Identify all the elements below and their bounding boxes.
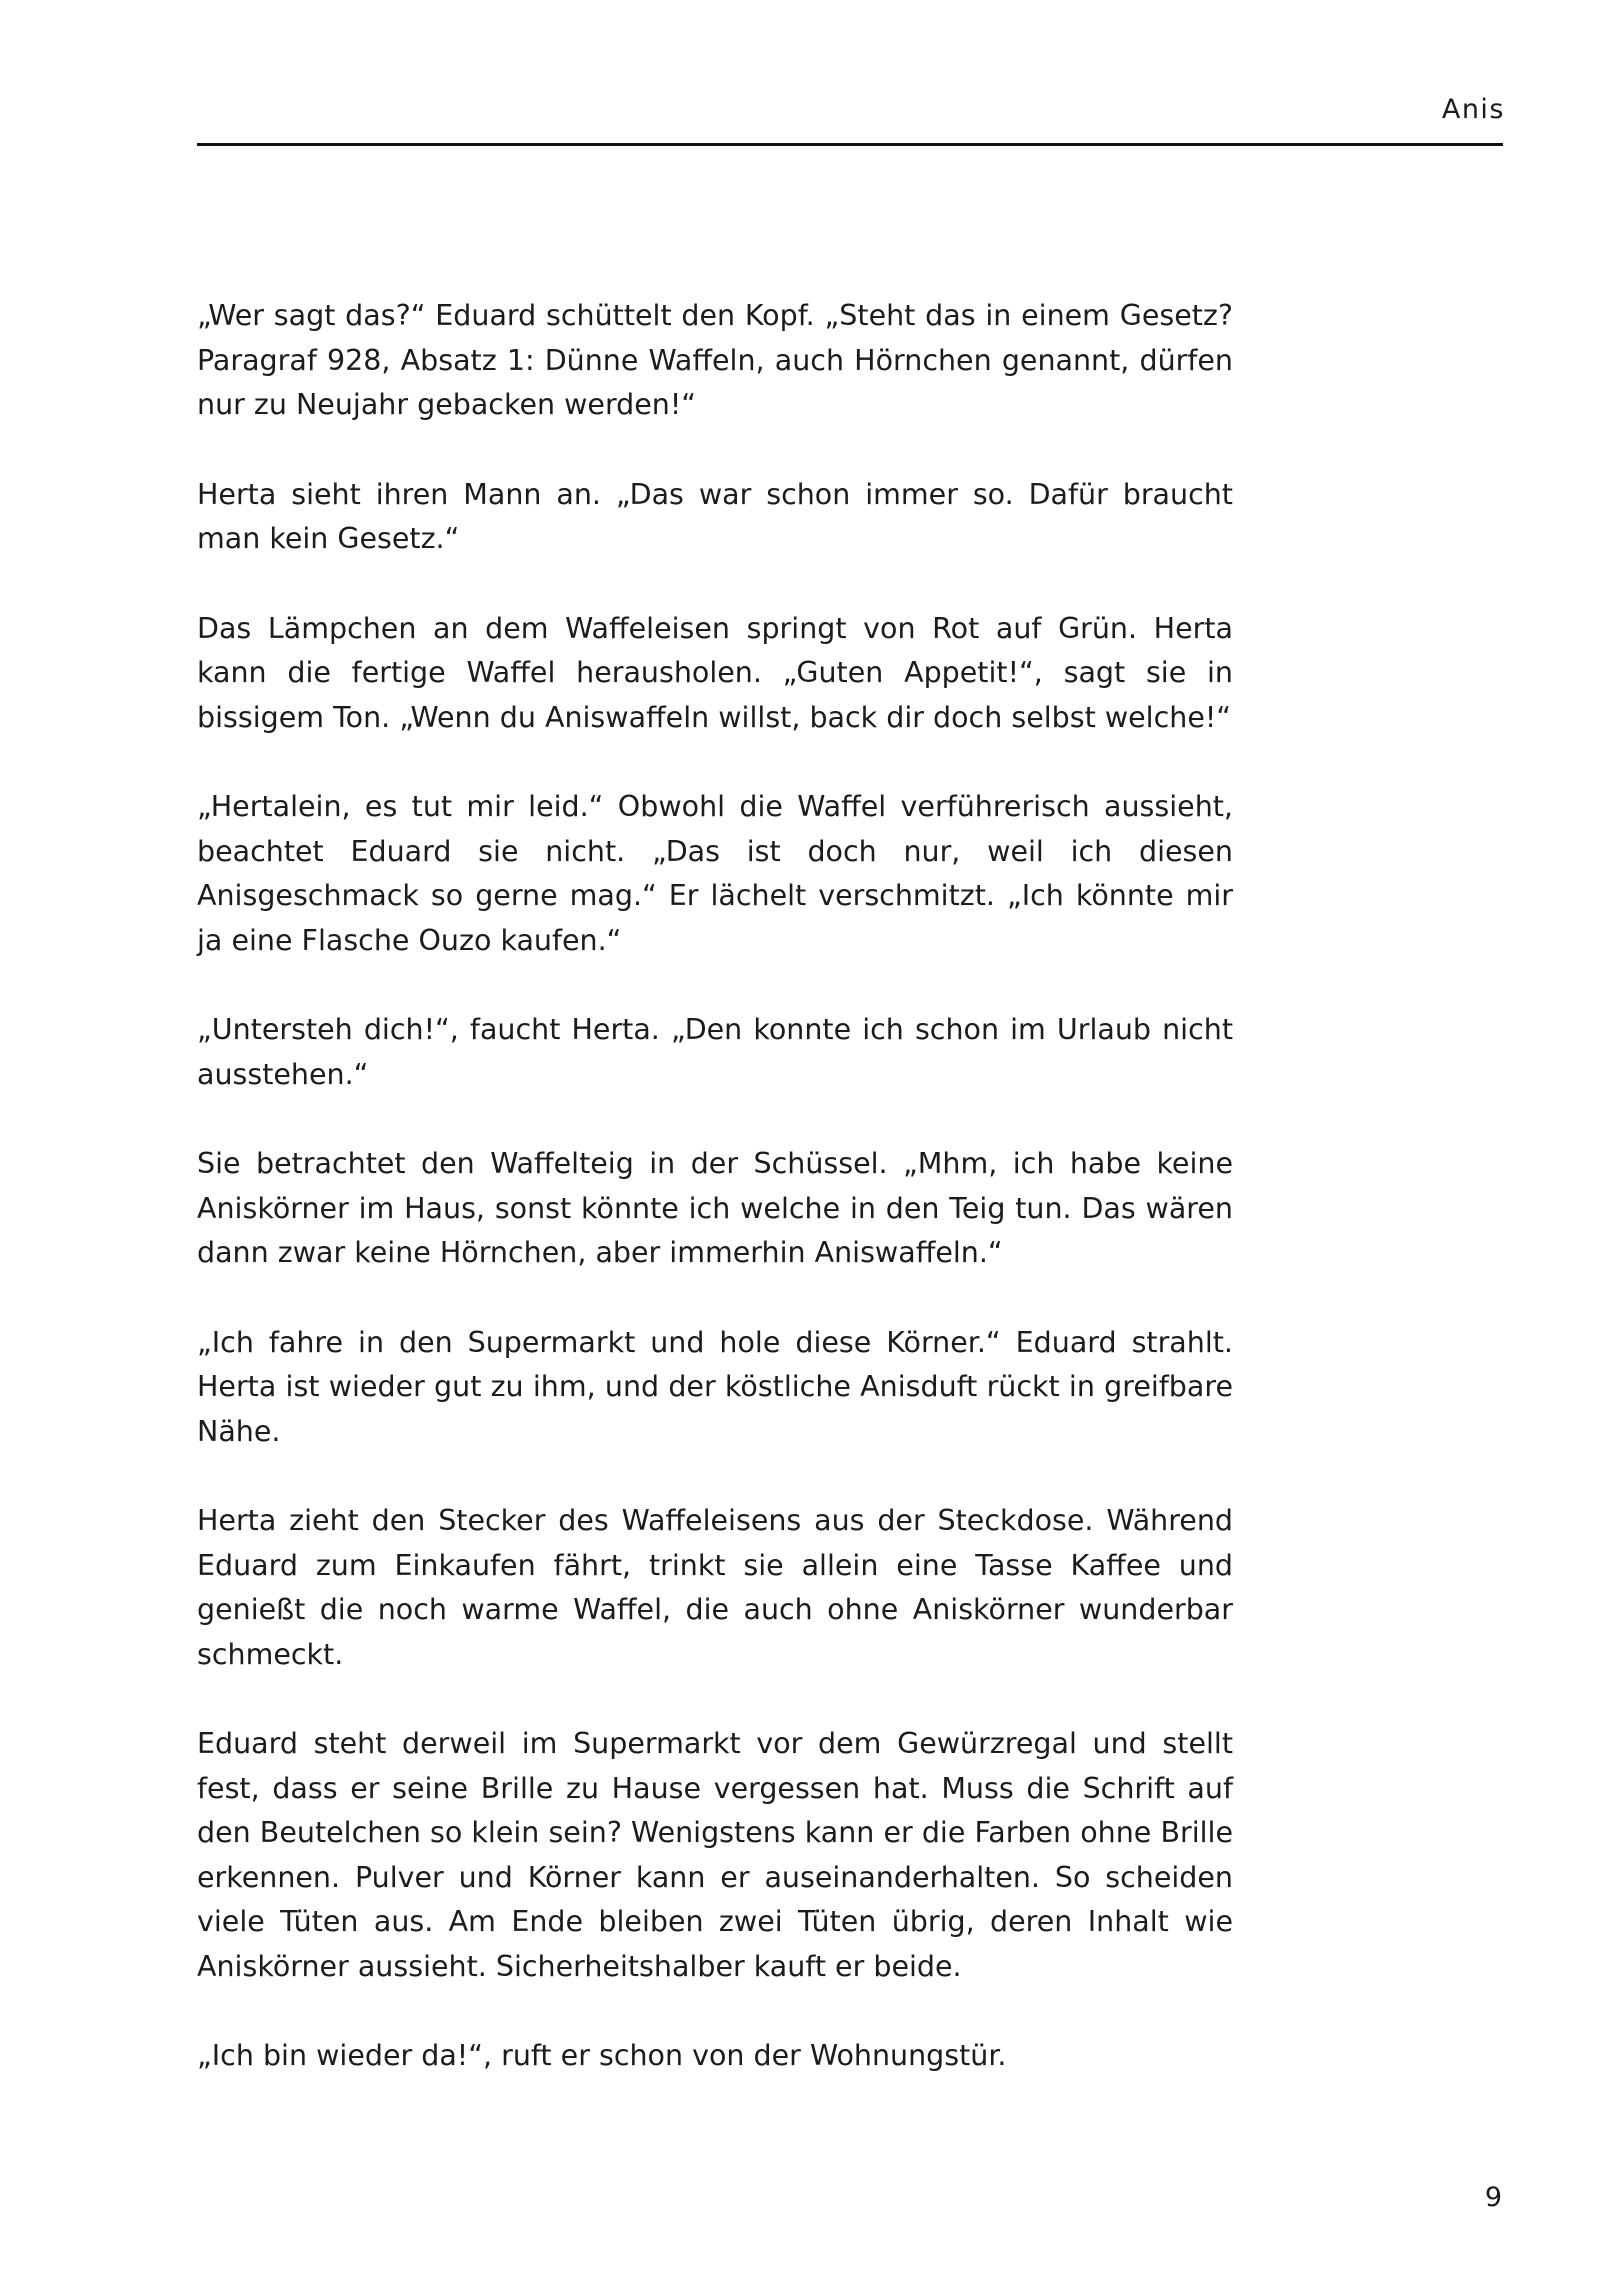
paragraph: Sie betrachtet den Waffelteig in der Schüssel. „Mhm, ich habe keine Aniskörner im Haus, sonst könnte ich welche in den Teig tun. Das wären dann zwar keine Hörnchen, aber immerhin Aniswaffeln.“ (197, 1147, 1233, 1269)
paragraph: „Ich fahre in den Supermarkt und hole diese Körner.“ Eduard strahlt. Herta ist wieder gut zu ihm, und der köstliche Anisduft rückt in greifbare Nähe. (197, 1325, 1233, 1448)
running-title: Anis (1441, 94, 1505, 125)
paragraph: „Untersteh dich!“, faucht Herta. „Den konnte ich schon im Urlaub nicht ausstehen.“ (197, 1013, 1233, 1091)
paragraph: „Wer sagt das?“ Eduard schüttelt den Kopf. „Steht das in einem Gesetz? Paragraf 928, Absatz 1: Dünne Waffeln, auch Hörnchen genannt, dürfen nur zu Neujahr gebacken werden!“ (197, 299, 1233, 421)
paragraph: Das Lämpchen an dem Waffeleisen springt von Rot auf Grün. Herta kann die fertige Waffel herausholen. „Guten Appetit!“, sagt sie in bissigem Ton. „Wenn du Aniswaffeln willst, back dir doch selbst welche!“ (197, 611, 1233, 734)
header-rule (197, 143, 1503, 146)
body-text (197, 294, 1233, 2079)
paragraph: „Ich bin wieder da!“, ruft er schon von der Wohnungstür. (197, 2039, 1007, 2072)
paragraph: Eduard steht derweil im Supermarkt vor dem Gewürzregal und stellt fest, dass er seine Brille zu Hause vergessen hat. Muss die Schrift auf den Beutelchen so klein sein? Wenigstens kann er die Farben ohne Brille erkennen. Pulver und Körner kann er auseinanderhalten. So scheiden viele Tüten aus. Am Ende bleiben zwei Tüten übrig, deren Inhalt wie Aniskörner aussieht. Sicherheitshalber kauft er beide. (197, 1727, 1233, 1983)
paragraph: „Hertalein, es tut mir leid.“ Obwohl die Waffel verführerisch aussieht, beachtet Eduard sie nicht. „Das ist doch nur, weil ich diesen Anisgeschmack so gerne mag.“ Er lächelt verschmitzt. „Ich könnte mir ja eine Flasche Ouzo kaufen.“ (197, 790, 1233, 957)
paragraph: Herta sieht ihren Mann an. „Das war schon immer so. Dafür braucht man kein Gesetz.“ (197, 477, 1233, 555)
page-number: 9 (1484, 2182, 1502, 2213)
paragraph: Herta zieht den Stecker des Waffeleisens aus der Steckdose. Während Eduard zum Einkaufen fährt, trinkt sie allein eine Tasse Kaffee und genießt die noch warme Waffel, die auch ohne Aniskörner wunderbar schmeckt. (197, 1504, 1233, 1671)
